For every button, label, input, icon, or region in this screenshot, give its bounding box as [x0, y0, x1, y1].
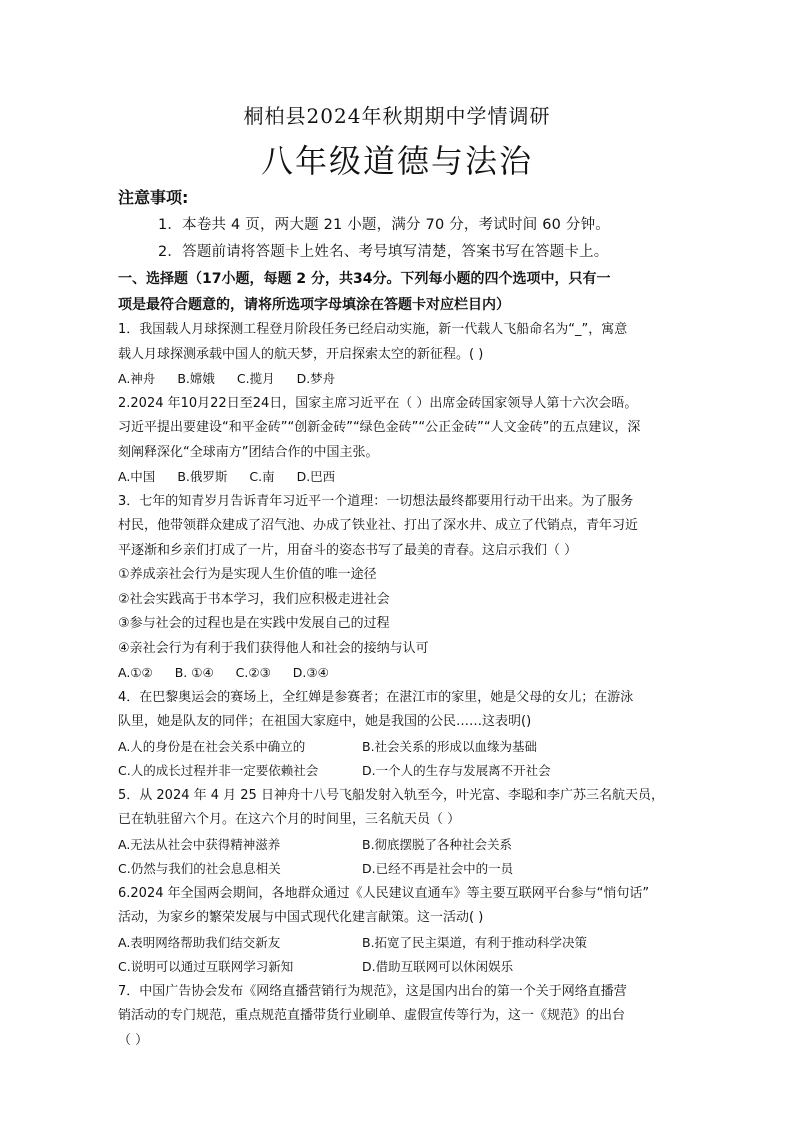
- question-text: （ ）: [118, 1032, 149, 1048]
- option-d: D.③④: [292, 665, 329, 680]
- question-text: 3．七年的知青岁月告诉青年习近平一个道理：一切想法最终都要用行动干出来。为了服务: [118, 493, 634, 509]
- question-3: [118, 490, 678, 686]
- question-options: [118, 367, 678, 392]
- option-b: B.拓宽了民主渠道，有利于推动科学决策: [362, 934, 588, 950]
- question-text: 已在轨驻留六个月。在这六个月的时间里，三名航天员（ ）: [118, 812, 461, 827]
- option-c: C.南: [249, 469, 275, 484]
- question-text: 载人月球探测承载中国人的航天梦，开启探索太空的新征程。( ): [118, 346, 484, 362]
- option-b: B.彻底摆脱了各种社会关系: [362, 836, 513, 852]
- question-options: [118, 465, 678, 490]
- notice-title: 注意事项:: [118, 188, 189, 207]
- option-c: C.说明可以通过互联网学习新知: [118, 959, 294, 974]
- question-7: [118, 980, 678, 1054]
- statement-2: ②社会实践高于书本学习，我们应积极走进社会: [118, 591, 390, 607]
- option-b: B.嫦娥: [177, 371, 215, 386]
- question-text: 活动，为家乡的繁荣发展与中国式现代化建言献策。这一活动( ): [118, 910, 484, 925]
- notice-line-1: 1．本卷共 4 页，两大题 21 小题，满分 70 分，考试时间 60 分钟。: [158, 217, 610, 233]
- question-options-row-2: [118, 955, 678, 980]
- statement-1: ①养成亲社会行为是实现人生价值的唯一途径: [118, 567, 377, 582]
- exam-title-county: 桐柏县2024年秋期期中学情调研: [243, 104, 551, 128]
- question-text: 1．我国载人月球探测工程登月阶段任务已经启动实施，新一代载人飞船命名为“_”，寓意: [118, 322, 628, 337]
- option-c: C.人的成长过程并非一定要依赖社会: [118, 763, 319, 778]
- question-options-row-2: [118, 759, 678, 784]
- question-text: 6.2024 年全国两会期间，各地群众通过《人民建议直通车》等主要互联网平台参与“悄句话”: [118, 885, 650, 901]
- question-text: 刻阐释深化“全球南方”团结合作的中国主张。: [118, 444, 379, 460]
- statement-4: ④亲社会行为有利于我们获得他人和社会的接纳与认可: [118, 640, 429, 656]
- question-options-row-1: [118, 735, 678, 760]
- option-a: A.无法从社会中获得精神滋养: [118, 836, 281, 852]
- option-c: C.揽月: [236, 371, 275, 386]
- option-b: B.俄罗斯: [177, 469, 228, 484]
- section-heading-line1: 一、选择题（17小题，每题 2 分，共34分。下列每小题的四个选项中，只有一: [118, 271, 611, 287]
- question-options-row-1: [118, 931, 678, 956]
- option-b: B.社会关系的形成以血缘为基础: [362, 738, 538, 754]
- option-d: D.梦舟: [296, 371, 336, 386]
- question-text: 5．从 2024 年 4 月 25 日神舟十八号飞船发射入轨至今，叶光富、李聪和李广苏三名航天员，: [118, 787, 664, 803]
- question-text: 7．中国广告协会发布《网络直播营销行为规范》，这是国内出台的第一个关于网络直播营: [118, 983, 627, 999]
- question-2: [118, 392, 678, 490]
- option-a: A.①②: [118, 665, 153, 680]
- exam-body: [118, 184, 678, 1053]
- option-d: D.一个人的生存与发展离不开社会: [362, 763, 551, 778]
- question-text: 2.2024 年10月22日至24日，国家主席习近平在（ ）出席金砖国家领导人第十六次会晤。: [118, 395, 638, 411]
- question-5: [118, 784, 678, 882]
- exam-title-subject: 八年级道德与法治: [260, 142, 533, 180]
- question-options-row-2: [118, 857, 678, 882]
- question-text: 队里，她是队友的同伴；在祖国大家庭中，她是我国的公民……这表明(): [118, 714, 532, 729]
- notice-line-2: 2．答题前请将答题卡上姓名、考号填写清楚，答案书写在答题卡上。: [158, 244, 609, 260]
- question-text: 习近平提出要建设“和平金砖”“创新金砖”“绿色金砖”“公正金砖”“人文金砖”的五点建议，深: [118, 420, 641, 435]
- option-d: D.巴西: [296, 469, 336, 484]
- statement-3: ③参与社会的过程也是在实践中发展自己的过程: [118, 616, 390, 631]
- option-c: C.仍然与我们的社会息息相关: [118, 861, 281, 876]
- question-4: [118, 686, 678, 784]
- question-text: 平逐渐和乡亲们打成了一片，用奋斗的姿态书写了最美的青春。这启示我们（ ）: [118, 542, 578, 558]
- option-a: A.表明网络帮助我们结交新友: [118, 934, 281, 950]
- option-b: B. ①④: [174, 665, 214, 680]
- option-a: A.人的身份是在社会关系中确立的: [118, 738, 306, 754]
- option-a: A.神舟: [118, 371, 156, 386]
- question-1: [118, 318, 678, 392]
- option-c: C.②③: [235, 665, 271, 680]
- question-text: 村民，他带领群众建成了沼气池、办成了铁业社、打出了深水井、成立了代销点，青年习近: [118, 518, 639, 533]
- option-d: D.已经不再是社会中的一员: [362, 861, 514, 876]
- question-options-row-1: [118, 833, 678, 858]
- option-a: A.中国: [118, 469, 156, 484]
- question-text: 4．在巴黎奥运会的赛场上，全红婵是参赛者；在湛江市的家里，她是父母的女儿；在游泳: [118, 689, 634, 705]
- question-options: [118, 661, 678, 686]
- option-d: D.借助互联网可以休闲娱乐: [362, 959, 514, 974]
- question-text: 销活动的专门规范，重点规范直播带货行业刷单、虚假宣传等行为，这一《规范》的出台: [118, 1008, 626, 1023]
- section-heading-line2: 项是最符合题意的，请将所选项字母填涂在答题卡对应栏目内）: [118, 297, 510, 313]
- question-6: [118, 882, 678, 980]
